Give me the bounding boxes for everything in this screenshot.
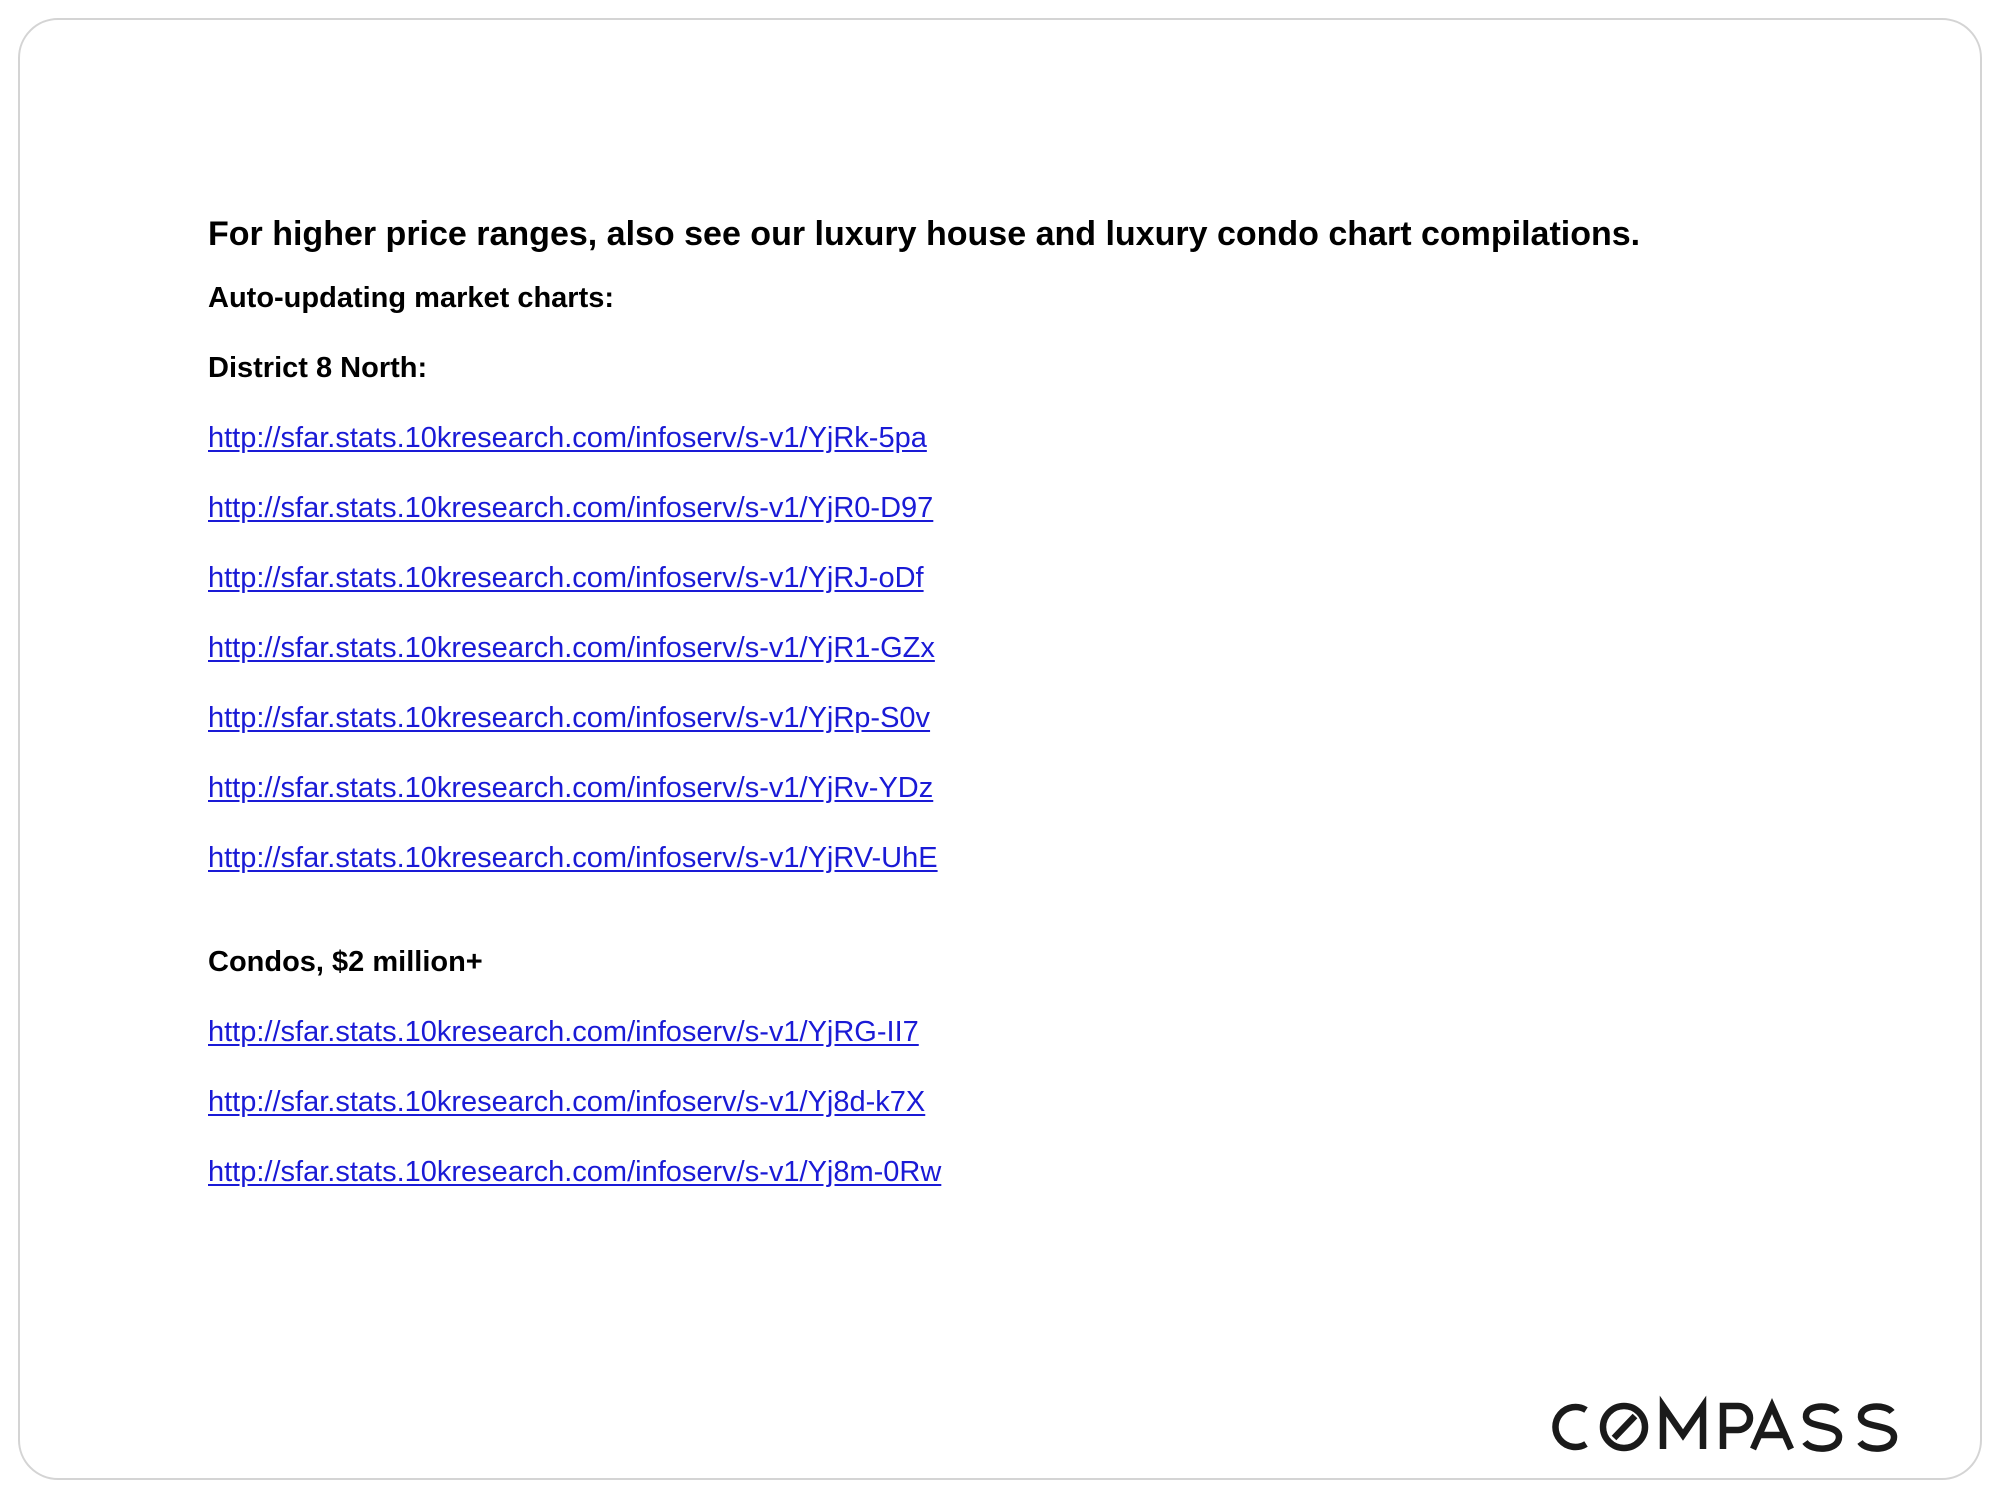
- slide-content: [208, 210, 1708, 1192]
- district-link[interactable]: http://sfar.stats.10kresearch.com/infoserv/s-v1/YjR0-D97: [208, 492, 934, 524]
- list-item: [208, 698, 1708, 738]
- auto-updating-label: Auto-updating market charts:: [208, 282, 615, 314]
- list-item: [208, 488, 1708, 528]
- page-title: For higher price ranges, also see our luxury house and luxury condo chart compilations.: [208, 215, 1641, 253]
- condos-link-list: [208, 1012, 1708, 1192]
- list-item: [208, 1012, 1708, 1052]
- district-link[interactable]: http://sfar.stats.10kresearch.com/infoserv/s-v1/YjR1-GZx: [208, 632, 935, 664]
- list-item: [208, 418, 1708, 458]
- list-item: [208, 838, 1708, 878]
- condos-heading: Condos, $2 million+: [208, 946, 483, 978]
- district-link-list: [208, 418, 1708, 878]
- condos-link[interactable]: http://sfar.stats.10kresearch.com/infoserv/s-v1/YjRG-II7: [208, 1016, 919, 1048]
- list-item: [208, 558, 1708, 598]
- district-link[interactable]: http://sfar.stats.10kresearch.com/infoserv/s-v1/YjRJ-oDf: [208, 562, 924, 594]
- list-item: [208, 628, 1708, 668]
- compass-logo: [1548, 1395, 1924, 1463]
- district-link[interactable]: http://sfar.stats.10kresearch.com/infoserv/s-v1/YjRp-S0v: [208, 702, 931, 734]
- list-item: [208, 768, 1708, 808]
- district-link[interactable]: http://sfar.stats.10kresearch.com/infoserv/s-v1/YjRv-YDz: [208, 772, 934, 804]
- district-heading: District 8 North:: [208, 352, 428, 384]
- slide-page: [18, 18, 1982, 1480]
- condos-link[interactable]: http://sfar.stats.10kresearch.com/infoserv/s-v1/Yj8m-0Rw: [208, 1156, 942, 1188]
- condos-link[interactable]: http://sfar.stats.10kresearch.com/infoserv/s-v1/Yj8d-k7X: [208, 1086, 926, 1118]
- list-item: [208, 1152, 1708, 1192]
- list-item: [208, 1082, 1708, 1122]
- district-link[interactable]: http://sfar.stats.10kresearch.com/infoserv/s-v1/YjRV-UhE: [208, 842, 938, 874]
- district-link[interactable]: http://sfar.stats.10kresearch.com/infoserv/s-v1/YjRk-5pa: [208, 422, 927, 454]
